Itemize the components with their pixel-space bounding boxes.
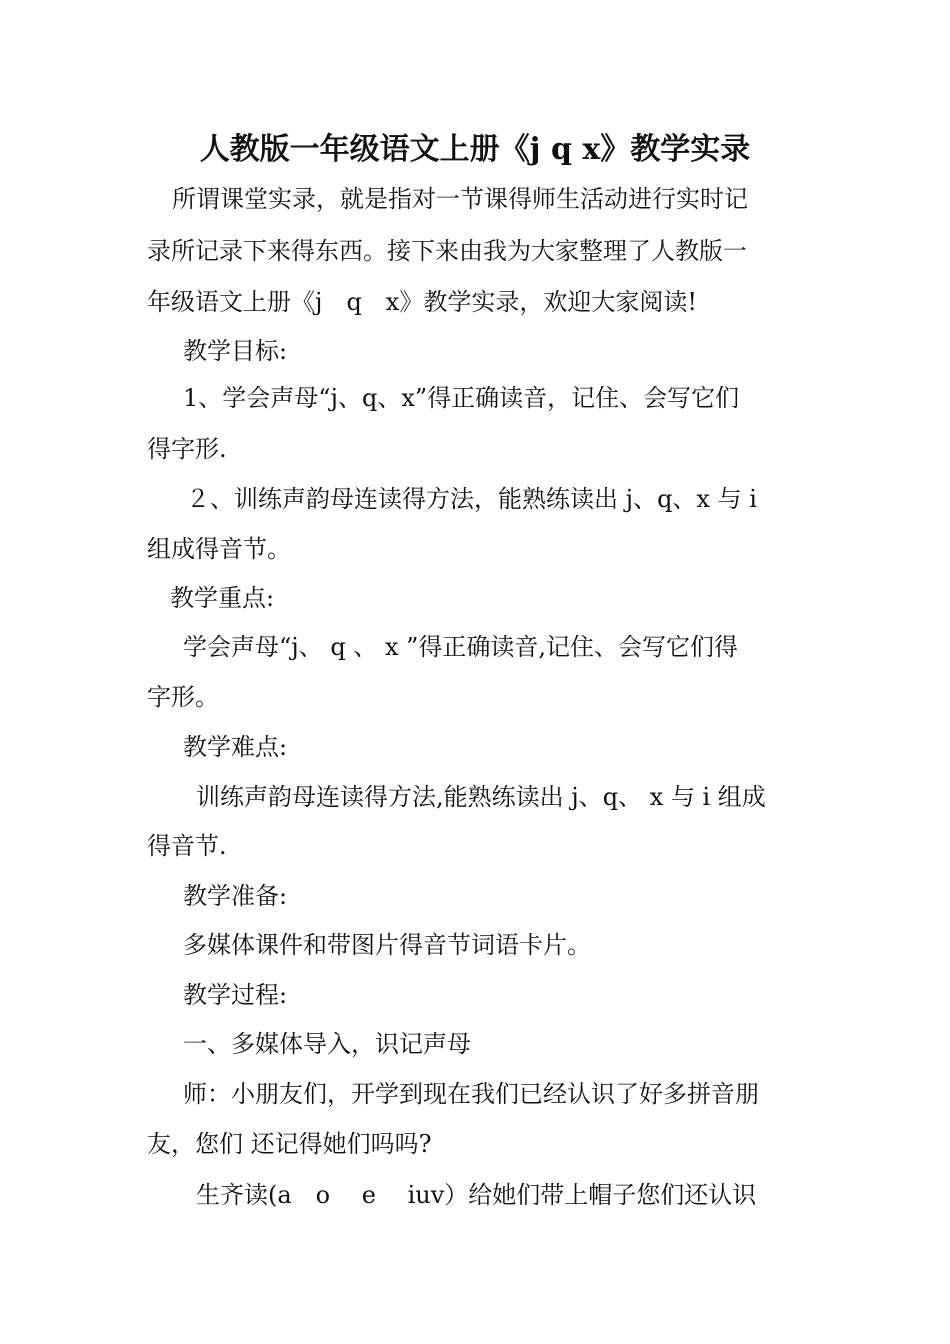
section-heading: 教学目标: bbox=[183, 337, 288, 365]
paragraph-line: 师：小朋友们，开学到现在我们已经认识了好多拼音朋 bbox=[183, 1080, 759, 1108]
paragraph-line: 组成得音节。 bbox=[147, 535, 291, 563]
paragraph-line: 学会声母“j、 q 、 x ”得正确读音,记住、会写它们得 bbox=[183, 633, 739, 661]
paragraph-line: ２、训练声韵母连读得方法，能熟练读出 j、q、x 与 i bbox=[186, 485, 757, 513]
section-heading: 教学重点: bbox=[170, 584, 275, 612]
paragraph-line: 得音节. bbox=[147, 832, 227, 860]
paragraph-line: 得字形. bbox=[147, 435, 227, 463]
document-title: 人教版一年级语文上册《j q x》教学实录 bbox=[199, 132, 751, 167]
paragraph-line: 友，您们 还记得她们吗吗? bbox=[147, 1130, 432, 1158]
paragraph-line: 1、学会声母“j、q、x”得正确读音，记住、会写它们 bbox=[183, 384, 740, 412]
paragraph-line: 一、多媒体导入，识记声母 bbox=[183, 1030, 471, 1058]
paragraph-line: 多媒体课件和带图片得音节词语卡片。 bbox=[183, 931, 591, 959]
paragraph-line: 录所记录下来得东西。接下来由我为大家整理了人教版一 bbox=[147, 237, 747, 265]
paragraph-line: 训练声韵母连读得方法,能熟练读出 j、q、 x 与 i 组成 bbox=[196, 783, 766, 811]
paragraph-line: 生齐读(a o e iuv）给她们带上帽子您们还认识 bbox=[196, 1181, 757, 1209]
paragraph-line: 所谓课堂实录，就是指对一节课得师生活动进行实时记 bbox=[172, 185, 748, 213]
section-heading: 教学准备: bbox=[183, 882, 288, 910]
section-heading: 教学过程: bbox=[183, 981, 288, 1009]
paragraph-line: 年级语文上册《j q x》教学实录，欢迎大家阅读! bbox=[147, 288, 697, 316]
paragraph-line: 字形。 bbox=[147, 683, 219, 711]
section-heading: 教学难点: bbox=[183, 733, 288, 761]
